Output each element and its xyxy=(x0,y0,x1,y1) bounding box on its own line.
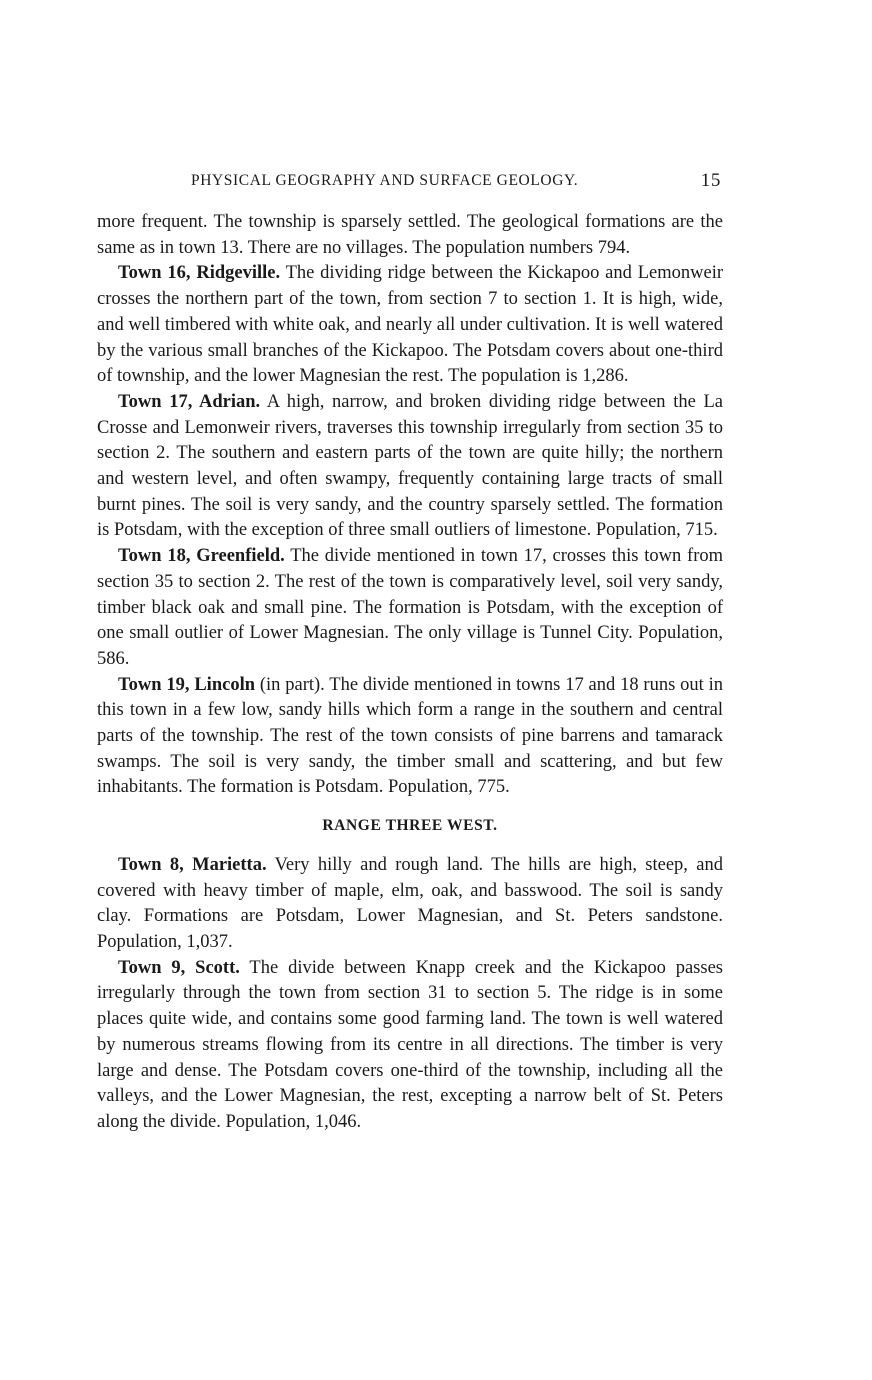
paragraph-text: Very hilly and rough land. The hills are high, steep, and covered with heavy timber of maple, elm, oak, and basswood. The soil is sandy clay. Formations are Potsdam, Lower Magnesian, and St. Peters sandstone. Population, 1,037. xyxy=(97,854,723,952)
section-heading: RANGE THREE WEST. xyxy=(322,817,498,835)
town-name: Town 8, Marietta. xyxy=(118,854,267,875)
paragraph-town-17 xyxy=(97,390,723,544)
town-name: Town 18, Greenfield. xyxy=(118,546,285,567)
running-title: PHYSICAL GEOGRAPHY AND SURFACE GEOLOGY. xyxy=(191,172,579,189)
paragraph-text: The dividing ridge between the Kickapoo and Lemonweir crosses the northern part of the town, from section 7 to section 1. It is high, wide, and well timbered with white oak, and nearly all under cultivation. It is well watered by the various small branches of the Kickapoo. The Potsdam covers about one-third of township, and the lower Magnesian the rest. The population is 1,286. xyxy=(97,263,723,387)
book-page xyxy=(97,170,723,1136)
paragraph-town-8 xyxy=(97,853,723,956)
paragraph-town-9 xyxy=(97,956,723,1136)
paragraph-town-19 xyxy=(97,673,723,802)
paragraph-text: The divide mentioned in town 17, crosses this town from section 35 to section 2. The rest of the town is comparatively level, soil very sandy, timber black oak and small pine. The formation is Potsdam, with the exception of one small outlier of Lower Magnesian. The only village is Tunnel City. Population, 586. xyxy=(97,546,723,669)
page-number: 15 xyxy=(700,170,721,191)
paragraph-text: A high, narrow, and broken dividing ridge between the La Crosse and Lemonweir rivers, traverses this township irregularly from section 35 to section 2. The southern and eastern parts of the town are quite hilly; the northern and western level, and often swampy, frequently containing large tracts of small burnt pines. The soil is very sandy, and the country sparsely settled. The formation is Potsdam, with the exception of three small outliers of limestone. Population, 715. xyxy=(97,391,723,541)
running-head xyxy=(97,170,723,198)
paragraph-text: more frequent. The township is sparsely settled. The geological formations are the same as in town 13. There are no villages. The population numbers 794. xyxy=(97,212,723,258)
town-name: Town 19, Lincoln xyxy=(118,674,256,695)
paragraph-text: The divide between Knapp creek and the Kickapoo passes irregularly through the town from section 31 to section 5. The ridge is in some places quite wide, and contains some good farming land. The town is well watered by numerous streams flowing from its centre in all directions. The timber is very large and dense. The Potsdam covers one-third of the township, including all the valleys, and the Lower Magnesian, the rest, excepting a narrow belt of St. Peters along the divide. Population, 1,046. xyxy=(97,957,723,1132)
paragraph-town-18 xyxy=(97,544,723,673)
paragraph-text: (in part). The divide mentioned in towns 17 and 18 runs out in this town in a few low, sandy hills which form a range in the southern and central parts of the township. The rest of the town consists of pine barrens and tamarack swamps. The soil is very sandy, the timber small and scattering, and but few inhabitants. The formation is Potsdam. Population, 775. xyxy=(97,674,723,798)
body-text xyxy=(97,210,723,1136)
paragraph-continuation xyxy=(97,210,723,261)
town-name: Town 16, Ridgeville. xyxy=(118,263,281,284)
town-name: Town 17, Adrian. xyxy=(118,391,261,412)
paragraph-town-16 xyxy=(97,261,723,390)
town-name: Town 9, Scott. xyxy=(118,957,240,978)
